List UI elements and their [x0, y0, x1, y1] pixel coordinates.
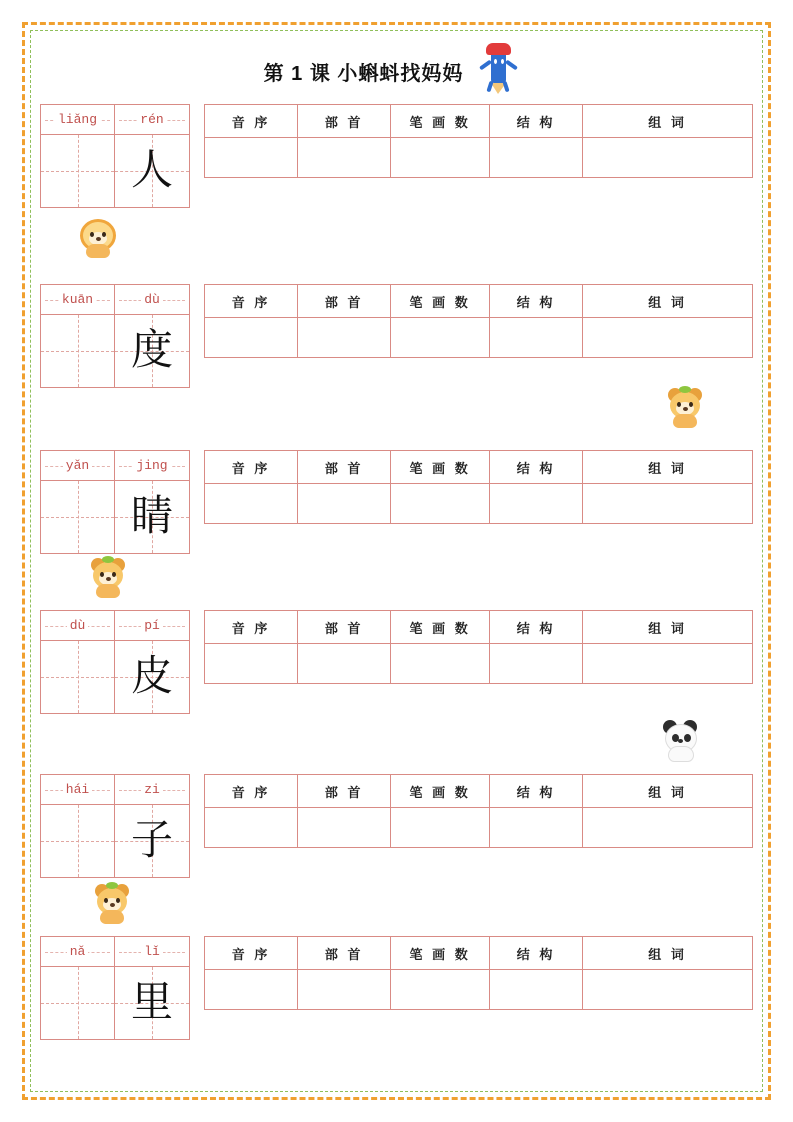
pinyin-cell-right: lǐ [115, 937, 189, 966]
page-title: 第 1 课 小蝌蚪找妈妈 [263, 62, 464, 85]
tianzige-cell-character [115, 805, 189, 877]
character-card [40, 284, 190, 388]
header-bushou: 部 首 [298, 285, 391, 318]
header-jiegou: 结 构 [489, 285, 582, 318]
tianzige-cell-blank[interactable] [41, 641, 115, 713]
pinyin-cell-right: rén [115, 105, 189, 134]
character-card [40, 450, 190, 554]
bear-icon [92, 882, 132, 924]
header-jiegou: 结 构 [489, 775, 582, 808]
info-table-wrapper [204, 936, 753, 1010]
char-block [40, 284, 753, 388]
cell-bihuashu[interactable] [391, 484, 490, 524]
table-row [205, 318, 753, 358]
info-table-wrapper [204, 774, 753, 848]
tianzige-cell-blank[interactable] [41, 805, 115, 877]
cell-bihuashu[interactable] [391, 970, 490, 1010]
hanzi: 里 [130, 980, 173, 1026]
cell-bushou[interactable] [298, 970, 391, 1010]
char-block [40, 104, 753, 208]
header-bushou: 部 首 [298, 105, 391, 138]
cell-zuci[interactable] [583, 970, 753, 1010]
pencil-mascot-icon [473, 45, 529, 97]
header-yinxu: 音 序 [205, 775, 298, 808]
page-title-row [40, 42, 753, 100]
info-table [204, 774, 753, 848]
panda-icon [660, 718, 700, 760]
cell-bushou[interactable] [298, 808, 391, 848]
table-header-row [205, 451, 753, 484]
table-header-row [205, 611, 753, 644]
header-bihuashu: 笔 画 数 [391, 285, 490, 318]
header-bihuashu: 笔 画 数 [391, 775, 490, 808]
pinyin-cell-left: yǎn [41, 451, 115, 480]
header-yinxu: 音 序 [205, 451, 298, 484]
hanzi: 睛 [130, 494, 173, 540]
cell-jiegou[interactable] [489, 484, 582, 524]
pinyin-row [40, 936, 190, 966]
info-table-wrapper [204, 104, 753, 178]
tianzige-cell-blank[interactable] [41, 315, 115, 387]
pinyin-row [40, 104, 190, 134]
header-zuci: 组 词 [583, 775, 753, 808]
table-row [205, 644, 753, 684]
cell-yinxu[interactable] [205, 644, 298, 684]
header-bihuashu: 笔 画 数 [391, 611, 490, 644]
cell-jiegou[interactable] [489, 138, 582, 178]
table-header-row [205, 285, 753, 318]
tianzige-row [40, 314, 190, 388]
tianzige-cell-blank[interactable] [41, 481, 115, 553]
header-bihuashu: 笔 画 数 [391, 451, 490, 484]
pinyin-row [40, 610, 190, 640]
header-jiegou: 结 构 [489, 105, 582, 138]
table-row [205, 138, 753, 178]
info-table [204, 104, 753, 178]
cell-bihuashu[interactable] [391, 138, 490, 178]
cell-yinxu[interactable] [205, 318, 298, 358]
hanzi: 度 [130, 328, 173, 374]
header-zuci: 组 词 [583, 611, 753, 644]
pinyin-row [40, 450, 190, 480]
pinyin-cell-left: liǎng [41, 105, 115, 134]
header-zuci: 组 词 [583, 285, 753, 318]
header-zuci: 组 词 [583, 937, 753, 970]
header-zuci: 组 词 [583, 105, 753, 138]
pinyin-cell-right: pí [115, 611, 189, 640]
cell-yinxu[interactable] [205, 138, 298, 178]
info-table [204, 936, 753, 1010]
table-row [205, 808, 753, 848]
cell-bushou[interactable] [298, 318, 391, 358]
info-table [204, 450, 753, 524]
cell-jiegou[interactable] [489, 644, 582, 684]
pinyin-cell-left: kuān [41, 285, 115, 314]
char-block [40, 936, 753, 1040]
tianzige-cell-blank[interactable] [41, 967, 115, 1039]
tianzige-cell-character [115, 967, 189, 1039]
cell-zuci[interactable] [583, 644, 753, 684]
tianzige-row [40, 804, 190, 878]
cell-yinxu[interactable] [205, 970, 298, 1010]
cell-zuci[interactable] [583, 808, 753, 848]
cell-yinxu[interactable] [205, 808, 298, 848]
pinyin-row [40, 284, 190, 314]
character-card [40, 936, 190, 1040]
header-jiegou: 结 构 [489, 937, 582, 970]
pinyin-cell-right: dù [115, 285, 189, 314]
header-yinxu: 音 序 [205, 611, 298, 644]
char-block [40, 450, 753, 554]
lion-icon [78, 216, 118, 258]
pinyin-cell-right: zi [115, 775, 189, 804]
cell-jiegou[interactable] [489, 970, 582, 1010]
info-table-wrapper [204, 610, 753, 684]
info-table [204, 610, 753, 684]
header-yinxu: 音 序 [205, 285, 298, 318]
tianzige-row [40, 134, 190, 208]
cell-bihuashu[interactable] [391, 318, 490, 358]
hanzi: 皮 [130, 654, 173, 700]
char-block [40, 610, 753, 714]
header-bihuashu: 笔 画 数 [391, 937, 490, 970]
tianzige-cell-blank[interactable] [41, 135, 115, 207]
header-zuci: 组 词 [583, 451, 753, 484]
header-yinxu: 音 序 [205, 937, 298, 970]
pinyin-cell-left: hái [41, 775, 115, 804]
hanzi: 人 [130, 148, 173, 194]
hanzi: 子 [130, 818, 173, 864]
character-card [40, 104, 190, 208]
pinyin-cell-right: jing [115, 451, 189, 480]
table-header-row [205, 775, 753, 808]
table-row [205, 484, 753, 524]
pinyin-cell-left: dù [41, 611, 115, 640]
table-header-row [205, 105, 753, 138]
header-jiegou: 结 构 [489, 451, 582, 484]
tianzige-cell-character [115, 481, 189, 553]
tianzige-cell-character [115, 641, 189, 713]
cell-zuci[interactable] [583, 484, 753, 524]
table-row [205, 970, 753, 1010]
cell-zuci[interactable] [583, 138, 753, 178]
header-jiegou: 结 构 [489, 611, 582, 644]
cell-yinxu[interactable] [205, 484, 298, 524]
cell-bushou[interactable] [298, 138, 391, 178]
char-block [40, 774, 753, 878]
info-table-wrapper [204, 450, 753, 524]
table-header-row [205, 937, 753, 970]
header-bushou: 部 首 [298, 611, 391, 644]
character-card [40, 774, 190, 878]
cell-bushou[interactable] [298, 644, 391, 684]
header-bushou: 部 首 [298, 775, 391, 808]
cell-jiegou[interactable] [489, 318, 582, 358]
bear-icon [665, 386, 705, 428]
header-yinxu: 音 序 [205, 105, 298, 138]
tianzige-row [40, 966, 190, 1040]
info-table-wrapper [204, 284, 753, 358]
tianzige-cell-character [115, 135, 189, 207]
tianzige-row [40, 480, 190, 554]
cell-bushou[interactable] [298, 484, 391, 524]
header-bihuashu: 笔 画 数 [391, 105, 490, 138]
cell-jiegou[interactable] [489, 808, 582, 848]
cell-bihuashu[interactable] [391, 644, 490, 684]
pinyin-row [40, 774, 190, 804]
cell-zuci[interactable] [583, 318, 753, 358]
bear-icon [88, 556, 128, 598]
tianzige-cell-character [115, 315, 189, 387]
header-bushou: 部 首 [298, 451, 391, 484]
header-bushou: 部 首 [298, 937, 391, 970]
pinyin-cell-left: nǎ [41, 937, 115, 966]
worksheet-content [40, 34, 753, 1088]
info-table [204, 284, 753, 358]
cell-bihuashu[interactable] [391, 808, 490, 848]
character-card [40, 610, 190, 714]
tianzige-row [40, 640, 190, 714]
